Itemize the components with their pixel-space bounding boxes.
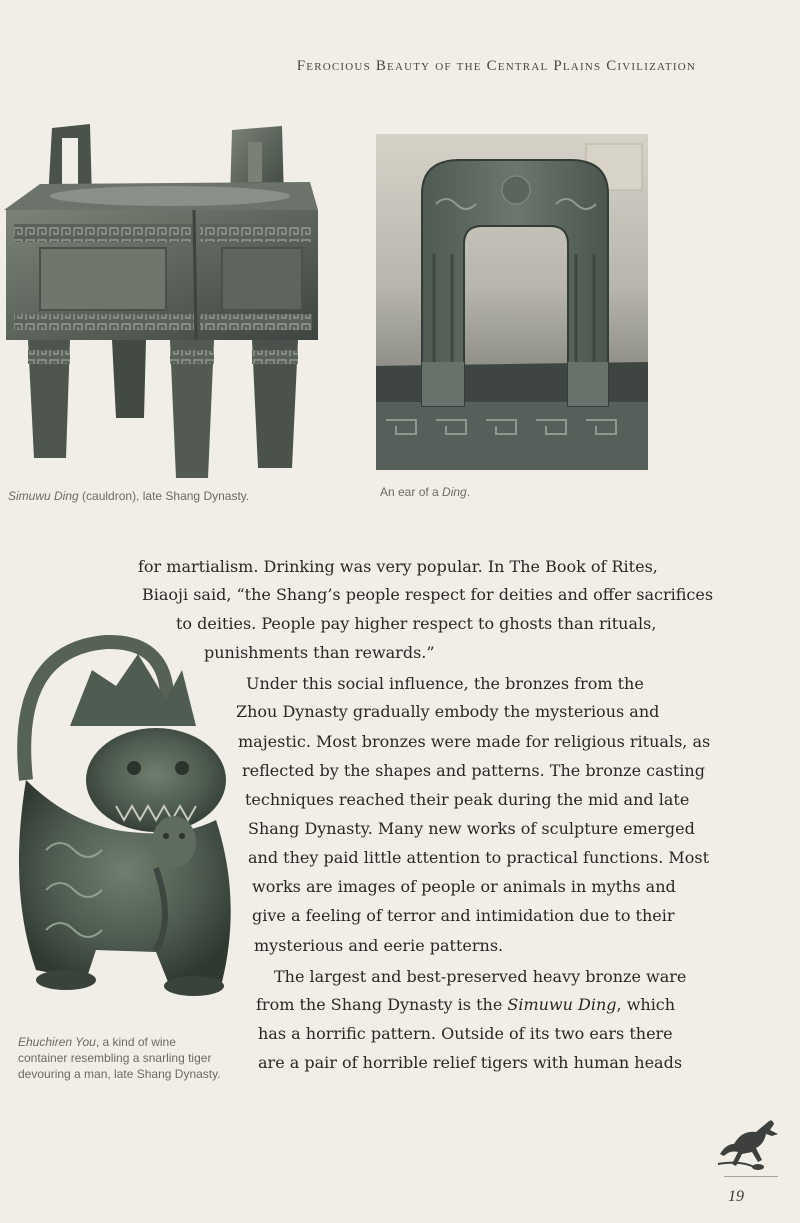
body-line: The largest and best-preserved heavy bronze ware (274, 967, 687, 986)
body-line: give a feeling of terror and intimidation due to their (252, 906, 675, 925)
body-line: Shang Dynasty. Many new works of sculpture emerged (248, 819, 695, 838)
ehuchiren-you-caption-line2: container resembling a snarling tiger (18, 1051, 212, 1065)
body-line-text: from the Shang Dynasty is the (256, 995, 508, 1014)
simuwu-ding-caption-name: Simuwu Ding (8, 489, 79, 503)
flying-horse-icon (712, 1104, 788, 1172)
body-line: majestic. Most bronzes were made for religious rituals, as (238, 732, 711, 751)
body-line-with-italic (256, 990, 675, 1019)
body-line: has a horrific pattern. Outside of its two ears there (258, 1024, 673, 1043)
page-number-rule (724, 1176, 778, 1177)
simuwu-ding-photo (0, 118, 326, 480)
ehuchiren-you-caption-line1-rest: , a kind of wine (95, 1035, 176, 1049)
ehuchiren-you-photo (6, 630, 246, 1022)
ehuchiren-you-caption (18, 1034, 258, 1082)
body-line: to deities. People pay higher respect to ghosts than rituals, (176, 614, 657, 633)
body-line: Zhou Dynasty gradually embody the mysterious and (236, 702, 660, 721)
ehuchiren-you-caption-name: Ehuchiren You (18, 1035, 96, 1049)
body-line: mysterious and eerie patterns. (254, 936, 504, 955)
body-line: Biaoji said, “the Shang’s people respect for deities and offer sacrifices (142, 585, 714, 604)
ding-ear-caption-name: Ding (442, 485, 467, 499)
body-line: are a pair of horrible relief tigers with human heads (258, 1053, 683, 1072)
body-line: and they paid little attention to practical functions. Most (248, 848, 710, 867)
body-line: techniques reached their peak during the mid and late (245, 790, 690, 809)
body-line: works are images of people or animals in myths and (252, 877, 676, 896)
ding-ear-caption-prefix: An ear of a (380, 485, 443, 499)
body-line: for martialism. Drinking was very popular. In The Book of Rites, (138, 557, 658, 576)
ehuchiren-you-caption-line1 (18, 1034, 258, 1050)
body-italic-term: Simuwu Ding (507, 995, 617, 1014)
running-head: Ferocious Beauty of the Central Plains Civilization (296, 58, 696, 74)
page-number: 19 (728, 1188, 744, 1205)
ehuchiren-you-caption-line3: devouring a man, late Shang Dynasty. (18, 1067, 221, 1081)
body-line-text: , which (616, 995, 676, 1014)
ding-ear-caption (380, 484, 620, 500)
ding-ear-caption-suffix: . (466, 485, 471, 499)
body-line: Under this social influence, the bronzes from the (246, 674, 644, 693)
body-line: reflected by the shapes and patterns. The bronze casting (242, 761, 705, 780)
ding-ear-photo (376, 134, 648, 470)
body-line: punishments than rewards.” (204, 643, 435, 662)
simuwu-ding-caption (8, 488, 308, 504)
simuwu-ding-caption-rest: (cauldron), late Shang Dynasty. (78, 489, 250, 503)
